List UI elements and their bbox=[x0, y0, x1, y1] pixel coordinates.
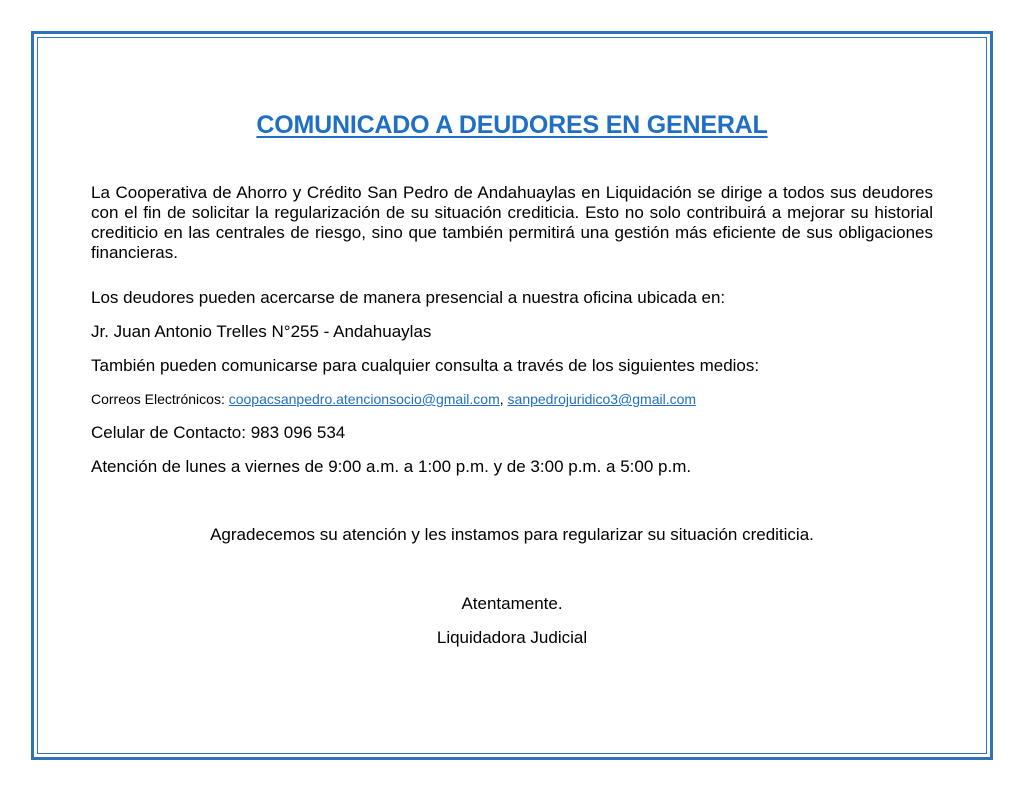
office-hours: Atención de lunes a viernes de 9:00 a.m. a 1:00 p.m. y de 3:00 p.m. a 5:00 p.m. bbox=[91, 457, 692, 476]
signature-title: Liquidadora Judicial bbox=[436, 628, 588, 647]
intro-paragraph: La Cooperativa de Ahorro y Crédito San Pedro de Andahuaylas en Liquidación se dirige a todos sus deudores con el fin de solicitar la regularización de su situación crediticia. Esto no solo contribuirá a mejorar su historial crediticio en las centrales de riesgo, sino que también permitirá una gestión más eficiente de sus obligaciones financieras. bbox=[91, 183, 933, 262]
document-title: COMUNICADO A DEUDORES EN GENERAL bbox=[256, 111, 768, 139]
closing-statement: Agradecemos su atención y les instamos para regularizar su situación crediticia. bbox=[210, 525, 814, 544]
contact-paragraph: También pueden comunicarse para cualquier consulta a través de los siguientes medios: bbox=[91, 356, 760, 375]
email-link-atencion[interactable]: coopacsanpedro.atencionsocio@gmail.com bbox=[228, 391, 500, 407]
visit-paragraph: Los deudores pueden acercarse de manera presencial a nuestra oficina ubicada en: bbox=[91, 288, 726, 307]
emails-separator: , bbox=[499, 391, 508, 407]
emails-line bbox=[91, 389, 933, 409]
office-address: Jr. Juan Antonio Trelles N°255 - Andahuaylas bbox=[91, 322, 432, 341]
contact-phone: Celular de Contacto: 983 096 534 bbox=[91, 423, 346, 442]
sign-off: Atentamente. bbox=[461, 594, 563, 613]
emails-label: Correos Electrónicos: bbox=[91, 391, 229, 407]
email-link-juridico[interactable]: sanpedrojuridico3@gmail.com bbox=[507, 391, 697, 407]
